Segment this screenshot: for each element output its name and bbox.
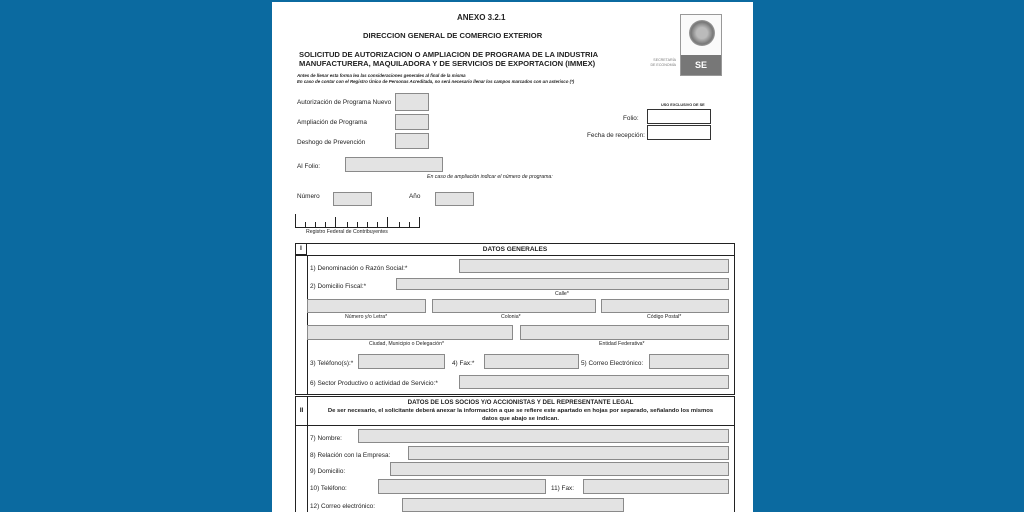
office-folio-field[interactable]	[647, 109, 711, 124]
checkbox-new-program[interactable]	[395, 93, 429, 111]
label-street-number: Número y/o Letra*	[345, 314, 388, 320]
label-folio: Folio:	[623, 115, 639, 122]
name-field[interactable]	[358, 429, 729, 443]
label-program-expansion: Ampliación de Programa	[297, 119, 367, 126]
address-field[interactable]	[390, 462, 729, 476]
se-badge: SE	[681, 55, 721, 75]
label-partner-phone: 10) Teléfono:	[310, 485, 347, 492]
label-al-folio: Al Folio:	[297, 163, 321, 170]
section-1-heading: DATOS GENERALES	[482, 246, 548, 253]
rfc-label: Registro Federal de Contribuyentes	[306, 229, 388, 235]
colonia-field[interactable]	[432, 299, 596, 313]
label-street: Calle*	[555, 291, 569, 297]
city-field[interactable]	[307, 325, 513, 340]
section-2-number: II	[299, 408, 304, 414]
business-name-field[interactable]	[459, 259, 729, 273]
instructions-note-1: Antes de llenar esta forma lea las consideraciones generales al final de la misma	[297, 73, 466, 78]
section-1-number: I	[296, 244, 307, 255]
expansion-note: En caso de ampliación indicar el número de programa:	[427, 174, 553, 180]
program-number-field[interactable]	[333, 192, 372, 206]
se-logo	[680, 14, 722, 76]
label-relation: 8) Relación con la Empresa:	[310, 452, 391, 459]
label-email: 5) Correo Electrónico:	[581, 360, 644, 367]
label-anio: Año	[409, 193, 421, 200]
form-title-line1: SOLICITUD DE AUTORIZACION O AMPLIACION DE PROGRAMA DE LA INDUSTRIA	[299, 50, 599, 59]
partner-email-field[interactable]	[402, 498, 624, 512]
email-field[interactable]	[649, 354, 729, 369]
label-fax: 4) Fax:*	[452, 360, 475, 367]
al-folio-field[interactable]	[345, 157, 443, 172]
rfc-field[interactable]	[295, 214, 420, 228]
direction-title: DIRECCION GENERAL DE COMERCIO EXTERIOR	[363, 31, 543, 40]
label-partner-email: 12) Correo electrónico:	[310, 503, 376, 510]
ministry-caption: SECRETARÍA DE ECONOMÍA	[650, 58, 676, 67]
partner-fax-field[interactable]	[583, 479, 729, 494]
label-city: Ciudad, Municipio o Delegación*	[369, 341, 444, 347]
state-field[interactable]	[520, 325, 729, 340]
reception-date-field[interactable]	[647, 125, 711, 140]
label-partner-fax: 11) Fax:	[551, 485, 574, 492]
section-2-description-1: De ser necesario, el solicitante deberá anexar la información a que se refiere este apartado en hojas por separado, señalando los mismos	[327, 408, 714, 414]
program-year-field[interactable]	[435, 192, 474, 206]
label-reception-date: Fecha de recepción:	[587, 132, 645, 139]
national-seal-icon	[689, 20, 715, 46]
label-state: Entidad Federativa*	[599, 341, 645, 347]
street-field[interactable]	[396, 278, 729, 290]
label-phone: 3) Teléfono(s):*	[310, 360, 354, 367]
phone-field[interactable]	[358, 354, 445, 369]
annex-label: ANEXO 3.2.1	[457, 13, 506, 22]
section-2-heading: DATOS DE LOS SOCIOS Y/O ACCIONISTAS Y DEL REPRESENTANTE LEGAL	[407, 399, 634, 406]
label-new-program: Autorización de Programa Nuevo	[297, 99, 392, 106]
section-2-description-2: datos que abajo se indican.	[482, 416, 559, 422]
label-business-name: 1) Denominación o Razón Social:*	[310, 265, 408, 272]
label-address: 9) Domicilio:	[310, 468, 346, 475]
relation-field[interactable]	[408, 446, 729, 460]
label-fiscal-address: 2) Domicilio Fiscal:*	[310, 283, 367, 290]
sector-field[interactable]	[459, 375, 729, 389]
label-name: 7) Nombre:	[310, 435, 342, 442]
label-colonia: Colonia*	[501, 314, 521, 320]
instructions-note-2: En caso de contar con el Registro Único de Personas Acreditada, no será necesario llenar los campos marcados con un asterisco (*)	[297, 79, 575, 84]
checkbox-prevention[interactable]	[395, 133, 429, 149]
form-title-line2: MANUFACTURERA, MAQUILADORA Y DE SERVICIOS DE EXPORTACION (IMMEX)	[299, 59, 596, 68]
checkbox-program-expansion[interactable]	[395, 114, 429, 130]
street-number-field[interactable]	[307, 299, 426, 313]
office-use-heading: USO EXCLUSIVO DE SE	[661, 103, 705, 107]
label-postal-code: Código Postal*	[647, 314, 682, 320]
form-page	[272, 2, 753, 512]
label-prevention: Deshogo de Prevención	[297, 139, 366, 146]
postal-code-field[interactable]	[601, 299, 729, 313]
fax-field[interactable]	[484, 354, 579, 369]
label-sector: 6) Sector Productivo o actividad de Servicio:*	[310, 380, 438, 387]
partner-phone-field[interactable]	[378, 479, 546, 494]
label-numero: Número	[297, 193, 320, 200]
